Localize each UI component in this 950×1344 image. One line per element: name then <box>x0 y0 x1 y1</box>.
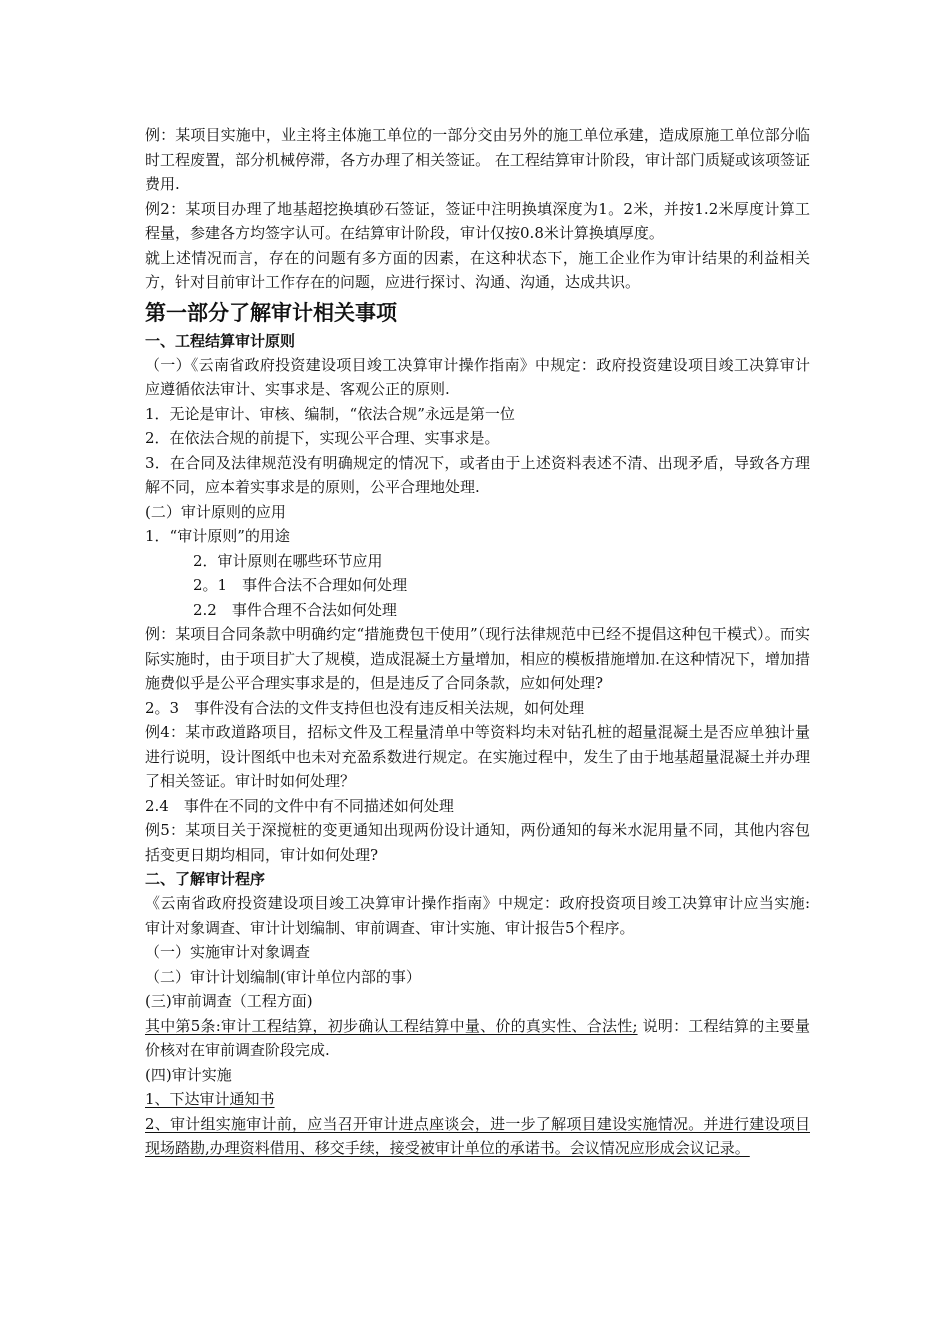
section1-guide: （一）《云南省政府投资建设项目竣工决算审计操作指南》中规定：政府投资建设项目竣工决算审计应遵循依法审计、实事求是、客观公正的原则. <box>145 355 810 398</box>
section2-guide: 《云南省政府投资建设项目竣工决算审计操作指南》中规定：政府投资项目竣工决算审计应当实施:审计对象调查、审计计划编制、审前调查、审计实施、审计报告5个程序。 <box>145 894 810 937</box>
principle-item-3: 3．在合同及法律规范没有明确规定的情况下，或者由于上述资料表述不清、出现矛盾，导致各方理解不同，应本着实事求是的原则，公平合理地处理. <box>145 453 810 496</box>
clause-5-note: 说明：工程结算的主要量价核对在审前调查阶段完成. <box>145 1016 810 1059</box>
example-4: 例4：某市政道路项目，招标文件及工程量清单中等资料均未对钻孔桩的超量混凝土是否应单独计量进行说明，设计图纸中也未对充盈系数进行规定。在实施过程中，发生了由于地基超量混凝土并办理了相关签证。审计时如何处理？ <box>145 723 810 790</box>
implementation-item-1-text: 1、下达审计通知书 <box>145 1090 275 1108</box>
application-item-2-1: 2。1 事件合法不合理如何处理 <box>193 576 408 594</box>
application-heading: (二）审计原则的应用 <box>145 502 286 521</box>
application-item-2: 2．审计原则在哪些环节应用 <box>193 551 383 570</box>
procedure-step-1: （一）实施审计对象调查 <box>145 943 311 961</box>
application-item-2-4: 2.4 事件在不同的文件中有不同描述如何处理 <box>145 796 454 815</box>
document-page <box>145 123 810 1161</box>
part1-title: 第一部分了解审计相关事项 <box>145 300 397 325</box>
principle-item-1: 1．无论是审计、审核、编制，“依法合规”永远是第一位 <box>145 404 515 423</box>
procedure-step-2: （二）审计计划编制(审计单位内部的事） <box>145 967 421 986</box>
section1-heading: 一、工程结算审计原则 <box>145 331 296 350</box>
intro-example-2: 例2：某项目办理了地基超挖换填砂石签证，签证中注明换填深度为1。2米，并按1.2米厚度计算工程量，参建各方均签字认可。在结算审计阶段，审计仅按0.8米计算换填厚度。 <box>145 199 810 242</box>
application-item-2-3: 2。3 事件没有合法的文件支持但也没有违反相关法规，如何处理 <box>145 698 585 717</box>
example-measures: 例：某项目合同条款中明确约定“措施费包干使用”（现行法律规范中已经不提倡这种包干模式）。而实际实施时，由于项目扩大了规模，造成混凝土方量增加，相应的模板措施增加.在这种情况下，增加措施费似乎是公平合理实事求是的，但是违反了合同条款，应如何处理? <box>145 625 810 692</box>
procedure-step-3: (三)审前调查（工程方面) <box>145 992 313 1010</box>
implementation-item-2-text: 2、审计组实施审计前，应当召开审计进点座谈会，进一步了解项目建设实施情况。并进行建设项目现场踏勘,办理资料借用、移交手续，接受被审计单位的承诺书。会议情况应形成会议记录。 <box>145 1114 810 1157</box>
clause-5-paragraph <box>145 1014 810 1063</box>
implementation-item-2 <box>145 1112 810 1161</box>
section2-heading: 二、了解审计程序 <box>145 870 266 888</box>
clause-5-underlined: 其中第5条:审计工程结算，初步确认工程结算中量、价的真实性、合法性; <box>145 1016 638 1035</box>
intro-example-1: 例：某项目实施中，业主将主体施工单位的一部分交由另外的施工单位承建，造成原施工单位部分临时工程废置，部分机械停滞，各方办理了相关签证。 在工程结算审计阶段，审计部门质疑或该项签证费用. <box>145 126 810 193</box>
intro-summary: 就上述情况而言，存在的问题有多方面的因素，在这种状态下，施工企业作为审计结果的利益相关方，针对目前审计工作存在的问题，应进行探讨、沟通、沟通，达成共识。 <box>145 248 810 291</box>
example-5: 例5：某项目关于深搅桩的变更通知出现两份设计通知，两份通知的每米水泥用量不同，其他内容包括变更日期均相同，审计如何处理? <box>145 821 810 864</box>
application-item-1: 1．“审计原则”的用途 <box>145 527 290 545</box>
principle-item-2: 2．在依法合规的前提下，实现公平合理、实事求是。 <box>145 429 500 447</box>
application-item-2-2: 2.2 事件合理不合法如何处理 <box>193 600 397 619</box>
implementation-item-1 <box>145 1087 810 1112</box>
procedure-step-4: (四)审计实施 <box>145 1065 232 1084</box>
